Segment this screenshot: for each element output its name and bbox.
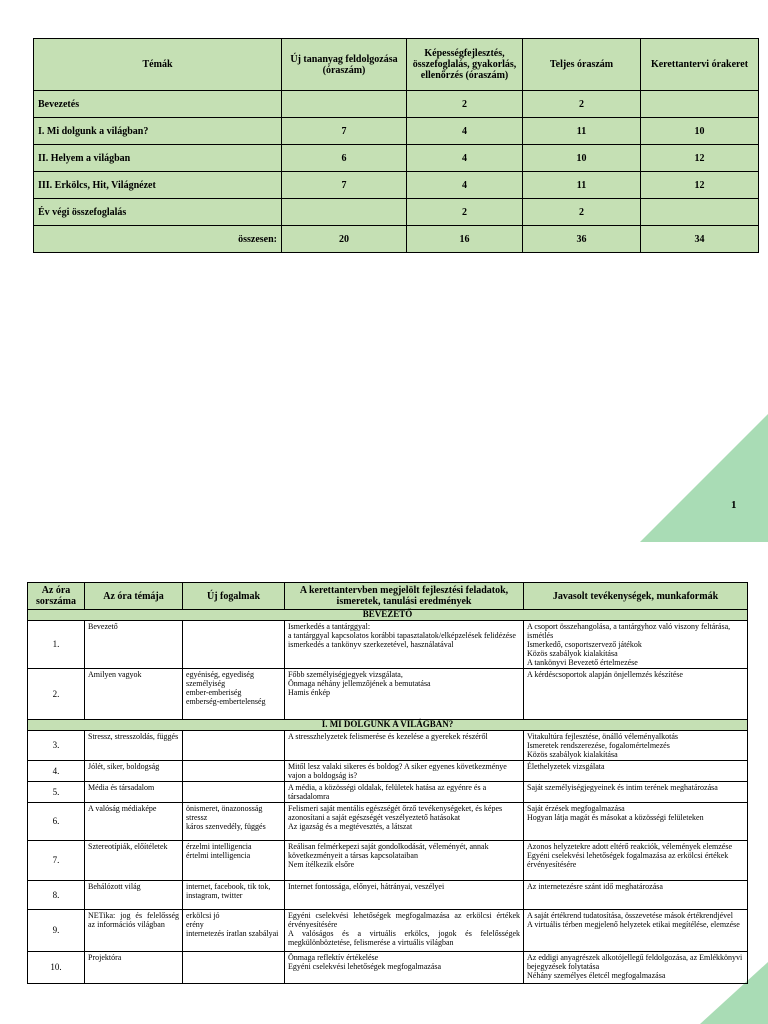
lesson-number: 8. [28, 881, 85, 910]
lesson-activities [524, 910, 748, 952]
lesson-concepts [183, 841, 285, 881]
lesson-concepts-line: önismeret, önazonosság [186, 804, 263, 813]
summary-value-cell [641, 91, 759, 118]
lesson-tasks-line: Hamis énkép [288, 688, 330, 697]
page-number: 1 [731, 499, 737, 511]
lesson-concepts-line: érzelmi intelligencia [186, 842, 252, 851]
lesson-concepts-line: emberség-embertelenség [186, 697, 266, 706]
plan-header-row [28, 583, 748, 610]
lesson-topic: Amilyen vagyok [85, 669, 183, 720]
lesson-tasks [285, 761, 524, 782]
lesson-number: 1. [28, 621, 85, 669]
lesson-concepts [183, 910, 285, 952]
summary-value-cell: 34 [641, 226, 759, 253]
lesson-tasks-line: Az igazság és a megtévesztés, a látszat [288, 822, 413, 831]
lesson-tasks [285, 803, 524, 841]
lesson-activities-line: Az internetezésre szánt idő meghatározása [527, 882, 663, 891]
summary-row [34, 145, 759, 172]
section-title: I. MI DOLGUNK A VILÁGBAN? [28, 720, 748, 731]
section-row [28, 720, 748, 731]
lesson-concepts [183, 731, 285, 761]
lesson-plan-table [27, 582, 748, 984]
lesson-activities-line: Közös szabályok kialakítása [527, 750, 618, 759]
summary-topic-cell: Bevezetés [34, 91, 282, 118]
summary-value-cell: 10 [523, 145, 641, 172]
lesson-row [28, 669, 748, 720]
lesson-tasks [285, 910, 524, 952]
lesson-activities-line: Az eddigi anyagrészek alkotójellegű feldolgozása, az Emlékkönyvi bejegyzések folytatása [527, 953, 743, 971]
summary-value-cell: 2 [523, 91, 641, 118]
lesson-topic: Behálózott világ [85, 881, 183, 910]
lesson-activities-line: Azonos helyzetekre adott eltérő reakciók, vélemények elemzése [527, 842, 733, 851]
lesson-row [28, 731, 748, 761]
lesson-number: 7. [28, 841, 85, 881]
lesson-concepts-line: értelmi intelligencia [186, 851, 251, 860]
lesson-number: 4. [28, 761, 85, 782]
lesson-activities-line: Vitakultúra fejlesztése, önálló véleményalkotás [527, 732, 679, 741]
lesson-row [28, 803, 748, 841]
summary-value-cell [282, 91, 407, 118]
lesson-activities-line: Saját érzések megfogalmazása [527, 804, 625, 813]
summary-value-cell: 11 [523, 172, 641, 199]
lesson-activities-line: A kérdéscsoportok alapján önjellemzés készítése [527, 670, 683, 679]
lesson-row [28, 881, 748, 910]
lesson-activities-line: A saját értékrend tudatosítása, összevetése mások értékrendjével [527, 911, 733, 920]
summary-value-cell: 10 [641, 118, 759, 145]
summary-value-cell [282, 199, 407, 226]
summary-row [34, 118, 759, 145]
lesson-activities [524, 841, 748, 881]
lesson-activities-line: A tankönyvi Bevezető értelmezése [527, 658, 638, 667]
lesson-concepts [183, 761, 285, 782]
plan-header: Az óra sorszáma [28, 583, 85, 610]
lesson-number: 3. [28, 731, 85, 761]
summary-value-cell: 16 [407, 226, 523, 253]
lesson-row [28, 761, 748, 782]
lesson-topic: NETika: jog és felelősség az információs világban [85, 910, 183, 952]
lesson-activities [524, 782, 748, 803]
lesson-tasks [285, 669, 524, 720]
lesson-tasks-line: Egyéni cselekvési lehetőségek megfogalmazása az erkölcsi értékek érvényesítésére [288, 911, 520, 929]
summary-topic-cell: Év végi összefoglalás [34, 199, 282, 226]
lesson-tasks-line: A média, a közösségi oldalak, felületek hatása az egyénre és a társadalomra [288, 783, 487, 801]
plan-header: A kerettantervben megjelölt fejlesztési feladatok, ismeretek, tanulási eredmények [285, 583, 524, 610]
summary-topic-cell: III. Erkölcs, Hit, Világnézet [34, 172, 282, 199]
lesson-concepts-line: erkölcsi jó [186, 911, 220, 920]
summary-row [34, 226, 759, 253]
summary-table [33, 38, 759, 253]
lesson-tasks-line: ismerkedés a tankönyv szerkezetével, használatával [288, 640, 454, 649]
lesson-number: 5. [28, 782, 85, 803]
summary-value-cell: 2 [407, 199, 523, 226]
lesson-tasks-line: Főbb személyiségjegyek vizsgálata, [288, 670, 403, 679]
lesson-concepts [183, 782, 285, 803]
lesson-tasks [285, 841, 524, 881]
summary-value-cell: 4 [407, 118, 523, 145]
summary-topic-cell: II. Helyem a világban [34, 145, 282, 172]
summary-topic-cell: I. Mi dolgunk a világban? [34, 118, 282, 145]
lesson-topic: Jólét, siker, boldogság [85, 761, 183, 782]
lesson-tasks [285, 952, 524, 984]
lesson-activities [524, 731, 748, 761]
lesson-number: 6. [28, 803, 85, 841]
summary-row [34, 199, 759, 226]
summary-value-cell: 12 [641, 172, 759, 199]
lesson-concepts-line: internet, facebook, tik tok, instagram, twitter [186, 882, 271, 900]
lesson-concepts [183, 881, 285, 910]
summary-header: Képességfejlesztés, összefoglalás, gyakorlás, ellenőrzés (óraszám) [407, 39, 523, 91]
lesson-activities-line: Élethelyzetek vizsgálata [527, 762, 605, 771]
lesson-tasks-line: A valóságos és a virtuális erkölcs, jogok és felelősségek megkülönböztetése, felismerése a virtuális világban [288, 929, 520, 947]
plan-header: Javasolt tevékenységek, munkaformák [524, 583, 748, 610]
plan-header: Az óra témája [85, 583, 183, 610]
lesson-row [28, 621, 748, 669]
lesson-tasks-line: Egyéni cselekvési lehetőségek megfogalmazása [288, 962, 442, 971]
summary-value-cell: 7 [282, 172, 407, 199]
lesson-tasks-line: Felismeri saját mentális egészségét őrző tevékenységeket, és képes azonosítani a saját egészségét veszélyeztető hatásokat [288, 804, 503, 822]
lesson-tasks [285, 881, 524, 910]
lesson-tasks-line: Önmaga néhány jellemzőjének a bemutatása [288, 679, 431, 688]
lesson-number: 2. [28, 669, 85, 720]
lesson-tasks-line: a tantárggyal kapcsolatos korábbi tapasztalatok/elképzelések felidézése [288, 631, 516, 640]
lesson-tasks-line: Nem ítélkezik elsőre [288, 860, 355, 869]
section-title: BEVEZETŐ [28, 610, 748, 621]
lesson-topic: Projektóra [85, 952, 183, 984]
section-row [28, 610, 748, 621]
lesson-tasks-line: Mitől lesz valaki sikeres és boldog? A siker egyenes következménye vajon a boldogság is? [288, 762, 507, 780]
lesson-topic: Sztereotípiák, előítéletek [85, 841, 183, 881]
lesson-activities-line: Saját személyiségjegyeinek és intim terének meghatározása [527, 783, 718, 792]
lesson-topic: Stressz, stresszoldás, függés [85, 731, 183, 761]
lesson-activities-line: Ismerkedő, csoportszervező játékok [527, 640, 642, 649]
lesson-concepts [183, 669, 285, 720]
lesson-topic: Bevezető [85, 621, 183, 669]
summary-header: Témák [34, 39, 282, 91]
lesson-number: 10. [28, 952, 85, 984]
lesson-row [28, 782, 748, 803]
lesson-activities-line: A csoport összehangolása, a tantárgyhoz való viszony feltárása, ismétlés [527, 622, 731, 640]
summary-topic-cell: összesen: [34, 226, 282, 253]
lesson-concepts-line: internetezés íratlan szabályai [186, 929, 279, 938]
lesson-tasks [285, 621, 524, 669]
lesson-activities [524, 669, 748, 720]
lesson-activities-line: Egyéni cselekvési lehetőségek fogalmazása az erkölcsi értékek érvényesítésére [527, 851, 729, 869]
lesson-activities [524, 761, 748, 782]
lesson-activities-line: Hogyan látja magát és másokat a közösségi felületeken [527, 813, 704, 822]
lesson-concepts-line: stressz [186, 813, 208, 822]
lesson-concepts-line: személyiség [186, 679, 226, 688]
summary-value-cell: 2 [523, 199, 641, 226]
summary-value-cell [641, 199, 759, 226]
lesson-concepts-line: erény [186, 920, 204, 929]
summary-header: Teljes óraszám [523, 39, 641, 91]
summary-value-cell: 11 [523, 118, 641, 145]
summary-value-cell: 12 [641, 145, 759, 172]
lesson-tasks-line: Internet fontossága, előnyei, hátrányai, veszélyei [288, 882, 445, 891]
summary-header-row [34, 39, 759, 91]
lesson-activities-line: Néhány személyes életcél megfogalmazása [527, 971, 666, 980]
lesson-tasks-line: Ismerkedés a tantárggyal: [288, 622, 371, 631]
summary-row [34, 91, 759, 118]
lesson-activities [524, 621, 748, 669]
lesson-concepts [183, 803, 285, 841]
lesson-row [28, 841, 748, 881]
lesson-activities-line: Közös szabályok kialakítása [527, 649, 618, 658]
lesson-activities [524, 952, 748, 984]
lesson-number: 9. [28, 910, 85, 952]
lesson-concepts [183, 952, 285, 984]
summary-header: Kerettantervi órakeret [641, 39, 759, 91]
lesson-row [28, 952, 748, 984]
lesson-activities [524, 803, 748, 841]
lesson-tasks [285, 782, 524, 803]
summary-value-cell: 6 [282, 145, 407, 172]
lesson-concepts [183, 621, 285, 669]
summary-row [34, 172, 759, 199]
lesson-concepts-line: ember-emberiség [186, 688, 242, 697]
summary-value-cell: 7 [282, 118, 407, 145]
lesson-concepts-line: egyéniség, egyediség [186, 670, 254, 679]
summary-value-cell: 4 [407, 172, 523, 199]
lesson-topic: Média és társadalom [85, 782, 183, 803]
lesson-row [28, 910, 748, 952]
lesson-tasks [285, 731, 524, 761]
decorative-triangle [640, 414, 768, 542]
plan-header: Új fogalmak [183, 583, 285, 610]
summary-value-cell: 20 [282, 226, 407, 253]
lesson-topic: A valóság médiaképe [85, 803, 183, 841]
lesson-tasks-line: Önmaga reflektív értékelése [288, 953, 379, 962]
lesson-concepts-line: káros szenvedély, függés [186, 822, 266, 831]
summary-value-cell: 4 [407, 145, 523, 172]
lesson-activities-line: Ismeretek rendszerezése, fogalomértelmezés [527, 741, 670, 750]
lesson-tasks-line: A stresszhelyzetek felismerése és kezelése a gyerekek részéről [288, 732, 488, 741]
summary-header: Új tananyag feldolgozása (óraszám) [282, 39, 407, 91]
lesson-activities [524, 881, 748, 910]
summary-value-cell: 2 [407, 91, 523, 118]
lesson-activities-line: A virtuális térben megjelenő helyzetek etikai megítélése, elemzése [527, 920, 740, 929]
lesson-tasks-line: Reálisan felmérkepezi saját gondolkodását, véleményét, annak következményeit a társas kapcsolataiban [288, 842, 489, 860]
summary-value-cell: 36 [523, 226, 641, 253]
